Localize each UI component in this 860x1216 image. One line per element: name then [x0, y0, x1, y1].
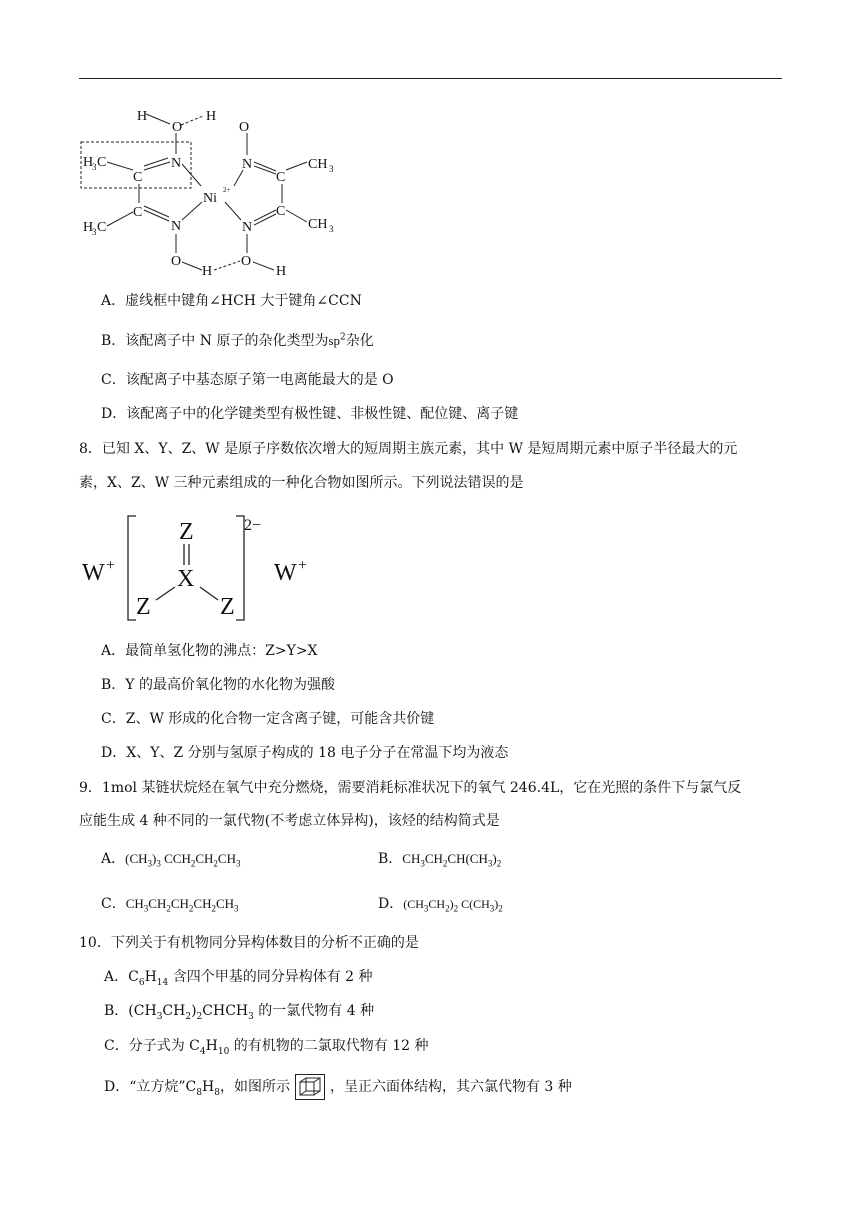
atom-n: N: [242, 157, 253, 172]
atom-h3: H: [83, 155, 94, 170]
right-bracket: [236, 516, 244, 620]
atom-h: H: [137, 109, 148, 124]
charge-label: 2−: [244, 517, 262, 534]
atom-h: H: [202, 264, 213, 279]
atom-c: C: [133, 170, 143, 185]
atom-z-top: Z: [179, 519, 194, 545]
atom-c: C: [276, 170, 286, 185]
atom-n: N: [171, 156, 182, 171]
q8-option-b[interactable]: B．Y 的最高价氧化物的水化物为强酸: [101, 677, 335, 693]
q9-option-c[interactable]: C．$CH_3CH_2CH_2CH_2CH_3$: [101, 896, 239, 914]
q7-option-d[interactable]: D．该配离子中的化学键类型有极性键、非极性键、配位键、离子键: [101, 406, 519, 422]
sub-3: 3: [329, 164, 334, 174]
q9-option-d[interactable]: D．$(CH_3CH_2)_2$ $C(CH_3)_2$: [378, 896, 503, 914]
atom-o: O: [241, 254, 252, 269]
q8-stem-line1: 8．已知 X、Y、Z、W 是原子序数依次增大的短周期主族元素，其中 W 是短周期元素中原子半径最大的元: [79, 441, 738, 457]
q10-stem: 10．下列关于有机物同分异构体数目的分析不正确的是: [79, 935, 419, 951]
q7-option-c[interactable]: C．该配离子中基态原子第一电离能最大的是 O: [101, 372, 394, 388]
plus-sign: +: [298, 557, 308, 574]
q8-stem-line2: 素，X、Z、W 三种元素组成的一种化合物如图所示。下列说法错误的是: [79, 475, 524, 491]
atom-o: O: [239, 120, 250, 135]
q8-option-d[interactable]: D．X、Y、Z 分别与氢原子构成的 18 电子分子在常温下均为液态: [101, 745, 509, 761]
left-bracket: [128, 516, 136, 620]
atom-n: N: [242, 220, 253, 235]
atom-o: O: [171, 254, 182, 269]
atom-h3: H: [83, 220, 94, 235]
atom-h: H: [206, 109, 217, 124]
q8-option-a[interactable]: A．最简单氢化物的沸点：Z>Y>X: [101, 643, 318, 659]
q9-option-b[interactable]: B．$CH_3CH_2CH(CH_3)_2$: [378, 851, 502, 869]
q9-option-a[interactable]: A．$(CH_3)_3$ $CCH_2CH_2CH_3$: [101, 851, 241, 869]
atom-ch: CH: [308, 217, 328, 232]
cubane-icon: [294, 1073, 326, 1101]
atom-z-left: Z: [136, 594, 151, 620]
q10-option-c[interactable]: C．分子式为 $C_4H_{10}$ 的有机物的二氯取代物有 12 种: [104, 1038, 429, 1057]
w-ion-left: W: [82, 560, 105, 586]
atom-h: H: [276, 264, 287, 279]
q9-stem-line1: 9．1mol 某链状烷烃在氧气中充分燃烧，需要消耗标准状况下的氧气 246.4L，它在光照的条件下与氯气反: [79, 780, 742, 796]
q10-option-d[interactable]: D．“立方烷$”C_8H_8$，如图所示 ，呈正六面体结构，其六氯代物有 3 种: [104, 1073, 572, 1101]
header-rule: [79, 78, 782, 79]
atom-o: O: [172, 120, 183, 135]
q7-option-b[interactable]: B．该配离子中 N 原子的杂化类型为$sp^2$杂化: [101, 332, 374, 349]
sub-3: 3: [329, 224, 334, 234]
sub-3: 3: [92, 227, 97, 237]
w-ion-right: W: [274, 560, 297, 586]
atom-c-label: C: [97, 155, 107, 170]
atom-c: C: [276, 204, 286, 219]
atom-z-right: Z: [220, 594, 235, 620]
q7-option-a[interactable]: A．虚线框中键角∠HCH 大于键角∠CCN: [101, 293, 362, 309]
q8-compound-figure: [78, 510, 338, 630]
q9-stem-line2: 应能生成 4 种不同的一氯代物(不考虑立体异构)，该烃的结构简式是: [79, 813, 500, 829]
ni-complex-structure: [78, 100, 368, 282]
q10-option-b[interactable]: B．$(CH_3CH_2)_2CHCH_3$ 的一氯代物有 4 种: [104, 1003, 375, 1022]
atom-c: C: [133, 205, 143, 220]
charge-label: 2+: [223, 186, 231, 194]
atom-x: X: [177, 566, 195, 592]
plus-sign: +: [106, 557, 116, 574]
atom-ni: Ni: [203, 191, 217, 206]
sub-3: 3: [92, 162, 97, 172]
atom-n: N: [171, 219, 182, 234]
q8-option-c[interactable]: C．Z、W 形成的化合物一定含离子键，可能含共价键: [101, 711, 435, 727]
atom-c-label: C: [97, 220, 107, 235]
q10-option-a[interactable]: A．$C_6H_{14}$ 含四个甲基的同分异构体有 2 种: [104, 969, 373, 988]
atom-ch: CH: [308, 157, 328, 172]
